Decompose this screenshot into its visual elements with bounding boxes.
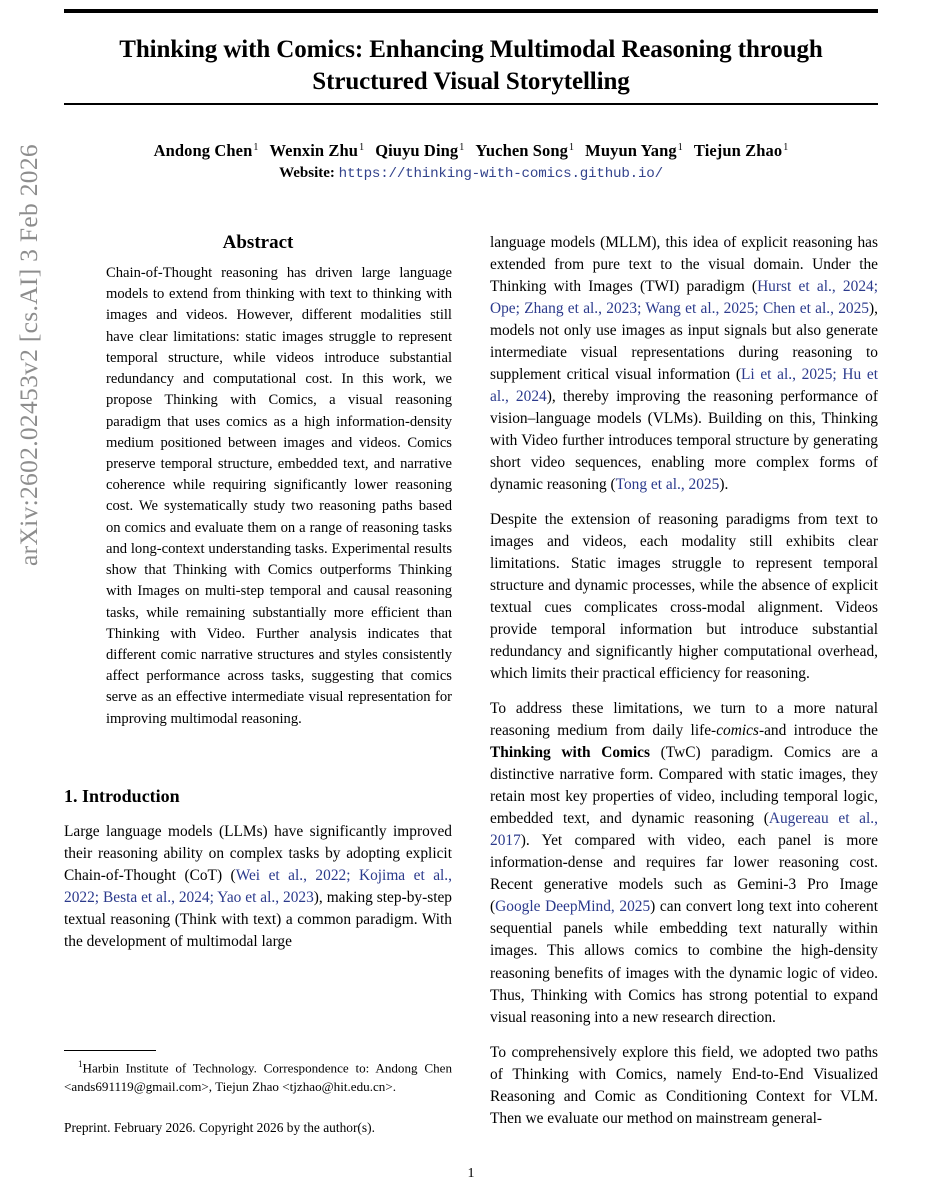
footnote-rule-divider	[64, 1050, 156, 1051]
text-part-2: -and introduce the	[758, 722, 878, 740]
authors-block	[64, 141, 878, 182]
author-affiliation-marker: 1	[569, 141, 575, 153]
citation-group[interactable]: Google DeepMind, 2025	[495, 898, 651, 916]
text-part-3: (TwC) paradigm. Comics are a distinctive narrative form. Compared with static images, they retain most key properties of video, including temporal logic, embedded text, and dynamic reasoning (	[490, 744, 879, 828]
text-part-4: ).	[719, 476, 729, 494]
footnote-affiliation	[64, 1058, 452, 1096]
author-name: Tiejun Zhao	[693, 141, 783, 160]
citation-group[interactable]: Li et al., 2025; Hu et al., 2024	[490, 366, 878, 406]
page-number: 1	[467, 1166, 475, 1181]
author-name: Muyun Yang	[585, 141, 677, 160]
abstract-body: Chain-of-Thought reasoning has driven large language models to extend from thinking with text to thinking with images and videos. However, different modalities still have clear limitations: static images struggle to represent temporal structure, while videos introduce substantial redundancy and computational cost. In this work, we propose Thinking with Comics, a visual reasoning paradigm that uses comics as a high information-density medium positioned between images and videos. Comics preserve temporal structure, embedded text, and narrative coherence while requiring significantly lower reasoning cost. We systematically study two reasoning paths based on comics and evaluate them on a range of reasoning tasks and long-context understanding tasks. Experimental results show that Thinking with Comics outperforms Thinking with Images on multi-step temporal and causal reasoning tasks, while remaining substantially more efficient than Thinking with Video. Further analysis indicates that different comic narrative structures and styles consistently affect performance across tasks, suggesting that comics serve as an effective intermediate visual representation for improving multimodal reasoning.	[106, 265, 452, 727]
left-column	[64, 232, 452, 1136]
right-paragraph-2: Despite the extension of reasoning paradigms from text to images and videos, each modality still exhibits clear limitations. Static images struggle to represent temporal structure and dynamic processes, while the absence of explicit textual cues complicates cross-modal alignment. Videos provide temporal information but introduce substantial redundancy and significantly higher computational overhead, which limits their practical efficiency for reasoning.	[490, 511, 878, 683]
author-list	[64, 141, 878, 161]
author-name: Wenxin Zhu	[269, 141, 359, 160]
footnote-marker: 1	[78, 1059, 83, 1069]
citation-group[interactable]: Hurst et al., 2024; Ope; Zhang et al., 2023; Wang et al., 2025; Chen et al., 2025	[490, 278, 878, 318]
author-entry	[375, 141, 464, 160]
text-part-1: To address these limitations, we turn to a more natural reasoning medium from daily life-	[490, 700, 878, 740]
author-affiliation-marker: 1	[459, 141, 465, 153]
right-paragraph-3	[490, 698, 878, 1028]
website-line	[64, 165, 878, 182]
abstract-heading: Abstract	[222, 232, 294, 253]
intro-paragraph-1	[64, 821, 452, 953]
author-entry	[475, 141, 574, 160]
text-part-2: ), models not only use images as input signals but also generate intermediate visual representations during reasoning to supplement critical visual information (	[490, 300, 878, 384]
author-entry	[694, 141, 788, 160]
text-part-1: language models (MLLM), this idea of explicit reasoning has extended from pure text to the visual domain. Under the Thinking with Images (TWI) paradigm (	[490, 234, 878, 296]
bold-term-thinking-with-comics: Thinking with Comics	[490, 744, 650, 762]
footnote-body: Harbin Institute of Technology. Correspondence to: Andong Chen <ands691119@gmail.com>, Tiejun Zhao <tjzhao@hit.edu.cn>.	[64, 1060, 452, 1094]
author-affiliation-marker: 1	[359, 141, 365, 153]
citation-group[interactable]: Wei et al., 2022; Kojima et al., 2022; Besta et al., 2024; Yao et al., 2023	[64, 866, 452, 906]
citation-group[interactable]: Augereau et al., 2017	[490, 810, 878, 850]
preprint-copyright-line: Preprint. February 2026. Copyright 2026 by the author(s).	[64, 1120, 375, 1136]
footnote-zone	[64, 1050, 452, 1136]
page-title: Thinking with Comics: Enhancing Multimodal Reasoning through Structured Visual Storytelling	[119, 36, 823, 95]
author-name: Andong Chen	[153, 141, 253, 160]
top-rule-divider	[64, 9, 878, 13]
right-column	[490, 232, 878, 1130]
author-name: Qiuyu Ding	[375, 141, 459, 160]
citation-group[interactable]: Tong et al., 2025	[615, 476, 720, 494]
author-entry	[154, 141, 259, 160]
author-affiliation-marker: 1	[677, 141, 683, 153]
website-label: Website:	[279, 165, 335, 181]
author-name: Yuchen Song	[475, 141, 569, 160]
author-affiliation-marker: 1	[253, 141, 259, 153]
text-part-5: ) can convert long text into coherent sequential panels while embedding text naturally within images. This allows comics to combine the high-density reasoning benefits of images with the dynamic logic of video. Thus, Thinking with Comics has strong potential to expand visual reasoning into a new research direction.	[490, 898, 878, 1026]
website-link[interactable]: https://thinking-with-comics.github.io/	[338, 166, 663, 182]
author-entry	[269, 141, 364, 160]
section-heading-introduction: 1. Introduction	[64, 785, 180, 806]
author-affiliation-marker: 1	[783, 141, 789, 153]
two-column-body	[64, 232, 879, 1136]
text-part-4: ). Yet compared with video, each panel is more information-dense and requires far lower reasoning cost. Recent generative models such as Gemini-3 Pro Image (	[490, 832, 878, 916]
title-rule-divider	[64, 103, 878, 105]
intro-text-part-1: Large language models (LLMs) have significantly improved their reasoning ability on complex tasks by adopting explicit Chain-of-Thought (CoT) (	[64, 822, 452, 884]
intro-text-part-2: ), making step-by-step textual reasoning (Think with text) a common paradigm. With the development of multimodal large	[64, 888, 452, 950]
author-entry	[585, 141, 683, 160]
arxiv-identifier-stamp: arXiv:2602.02453v2 [cs.AI] 3 Feb 2026	[14, 144, 43, 566]
right-paragraph-4: To comprehensively explore this field, we adopted two paths of Thinking with Comics, namely End-to-End Visualized Reasoning and Comic as Conditioning Context for VLM. Then we evaluate our method on mainstream general-	[490, 1043, 878, 1127]
right-paragraph-1	[490, 232, 878, 496]
text-part-3: ), thereby improving the reasoning performance of vision–language models (VLMs). Building on this, Thinking with Video further introduces temporal structure by generating short video sequences, enabling more complex forms of dynamic reasoning (	[490, 388, 878, 494]
paper-page	[64, 0, 878, 1200]
italic-term-comics: comics	[716, 722, 759, 740]
